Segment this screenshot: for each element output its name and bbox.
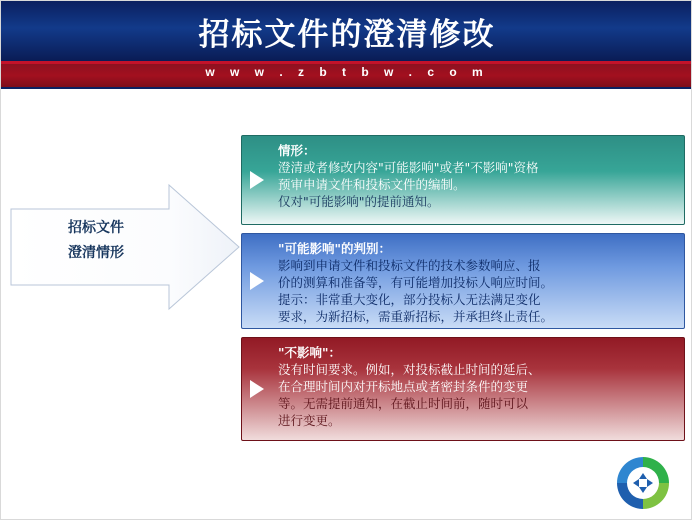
card-may-affect[interactable] (241, 233, 685, 329)
card-may-affect-line-4: 要求，为新招标，需重新招标，并承担终止责任。 (278, 309, 554, 324)
left-arrow-label (21, 216, 171, 266)
card-situation-line-3: 仅对"可能影响"的提前通知。 (278, 194, 440, 209)
arrow-head-icon (250, 380, 264, 398)
card-may-affect-line-2: 价的测算和准备等，有可能增加投标人响应时间。 (278, 275, 554, 290)
card-no-affect-line-4: 进行变更。 (278, 413, 341, 428)
card-no-affect-line-3: 等。无需提前通知，在截止时间前，随时可以 (278, 396, 529, 411)
card-no-affect[interactable] (241, 337, 685, 441)
card-may-affect-line-1: 影响到申请文件和投标文件的技术参数响应、报 (278, 258, 541, 273)
card-situation-title: 情形： (278, 143, 316, 158)
page-title: 招标文件的澄清修改 (198, 17, 496, 53)
left-arrow-label-line1: 招标文件 (68, 220, 124, 236)
left-arrow-label-line2: 澄清情形 (68, 245, 124, 261)
recycle-logo-icon (613, 453, 673, 513)
card-may-affect-line-3: 提示：非常重大变化，部分投标人无法满足变化 (278, 292, 541, 307)
card-situation-line-1: 澄清或者修改内容"可能影响"或者"不影响"资格 (278, 160, 539, 175)
card-no-affect-content (278, 344, 676, 436)
header-bottom-divider (1, 87, 692, 89)
card-no-affect-line-2: 在合理时间内对开标地点或者密封条件的变更 (278, 379, 529, 394)
card-no-affect-line-1: 没有时间要求。例如，对投标截止时间的延后、 (278, 362, 541, 377)
card-situation[interactable] (241, 135, 685, 225)
website-url: w w w . z b t b w . c o m (205, 65, 489, 79)
card-situation-line-2: 预审申请文件和投标文件的编制。 (278, 177, 466, 192)
card-may-affect-title: "可能影响"的判别： (278, 241, 392, 256)
arrow-head-icon (250, 171, 264, 189)
arrow-head-icon (250, 272, 264, 290)
card-no-affect-title: "不影响"： (278, 345, 342, 360)
card-situation-content (278, 142, 676, 220)
card-may-affect-content (278, 240, 676, 324)
